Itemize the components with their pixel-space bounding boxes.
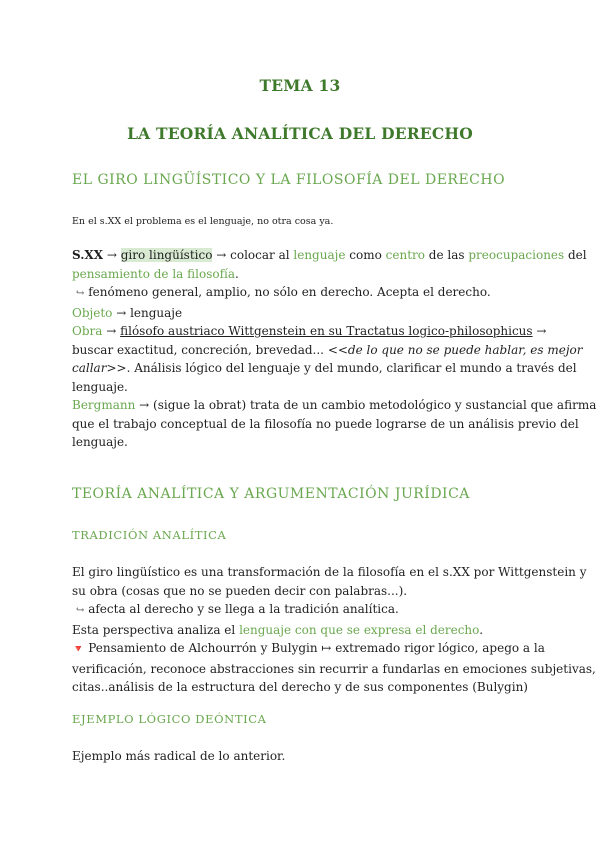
- text-line: Objeto → lenguaje: [72, 305, 183, 320]
- text-line: callar>>. Análisis lógico del lenguaje y del mundo, clarificar el mundo a través del: [72, 361, 577, 375]
- intro-text: En el s.XX el problema es el lenguaje, no otra cosa ya.: [72, 216, 334, 227]
- section-tradicion-body: [72, 563, 596, 697]
- subsection-heading-ejemplo: EJEMPLO LÓGICO DEÓNTICA: [72, 712, 267, 726]
- section-giro-body: [72, 246, 597, 452]
- document-title: LA TEORÍA ANALÍTICA DEL DERECHO: [127, 124, 473, 143]
- text-line: citas..análisis de la estructura del derecho y de sus componentes (Bulygin): [72, 680, 528, 694]
- text-line: que el trabajo conceptual de la filosofía no puede lograrse de un análisis previo del: [72, 416, 579, 431]
- text-line: ↪ afecta al derecho y se llega a la tradición analítica.: [76, 602, 399, 616]
- red-triangle-icon: 🔻: [72, 644, 85, 655]
- text-line: ↪ fenómeno general, amplio, no sólo en derecho. Acepta el derecho.: [76, 285, 491, 299]
- section-ejemplo-body: [72, 747, 532, 766]
- tema-title: TEMA 13: [259, 76, 341, 95]
- text-line: S.XX → giro lingüístico → colocar al lenguaje como centro de las preocupaciones del: [72, 248, 587, 262]
- text-line: Bergmann → (sigue la obrat) trata de un cambio metodológico y sustancial que afirma: [72, 398, 597, 412]
- highlighted-term: giro lingüístico: [120, 248, 213, 262]
- text-line: El giro lingüístico es una transformación de la filosofía en el s.XX por Wittgenstein y: [72, 565, 587, 579]
- text-line: lenguaje.: [72, 435, 128, 449]
- text-line: buscar exactitud, concreción, brevedad... <<de lo que no se puede hablar, es mejor: [72, 342, 583, 357]
- text-line: Ejemplo más radical de lo anterior.: [72, 749, 286, 763]
- curved-arrow-icon: ↪: [76, 605, 85, 616]
- subsection-heading-tradicion: TRADICIÓN ANALÍTICA: [72, 528, 227, 542]
- text-line: lenguaje.: [72, 379, 128, 394]
- section-heading-teoria: TEORÍA ANALÍTICA Y ARGUMENTACIÓN JURÍDICA: [72, 486, 470, 502]
- text-line: Esta perspectiva analiza el lenguaje con que se expresa el derecho.: [72, 622, 484, 637]
- maps-to-arrow-icon: ↦: [321, 641, 332, 655]
- section-heading-giro: EL GIRO LINGÜÍSTICO Y LA FILOSOFÍA DEL DERECHO: [72, 172, 506, 188]
- text-line: pensamiento de la filosofía.: [72, 266, 239, 281]
- text-line: su obra (cosas que no se pueden decir con palabras...).: [72, 583, 408, 598]
- curved-arrow-icon: ↪: [76, 288, 85, 299]
- text-line: verificación, reconoce abstracciones sin recurrir a fundarlas en emociones subjetivas,: [72, 661, 596, 676]
- text-line: 🔻 Pensamiento de Alchourrón y Bulygin ↦ extremado rigor lógico, apego a la: [72, 641, 545, 655]
- text-line: Obra → filósofo austriaco Wittgenstein en su Tractatus logico-philosophicus →: [72, 324, 547, 338]
